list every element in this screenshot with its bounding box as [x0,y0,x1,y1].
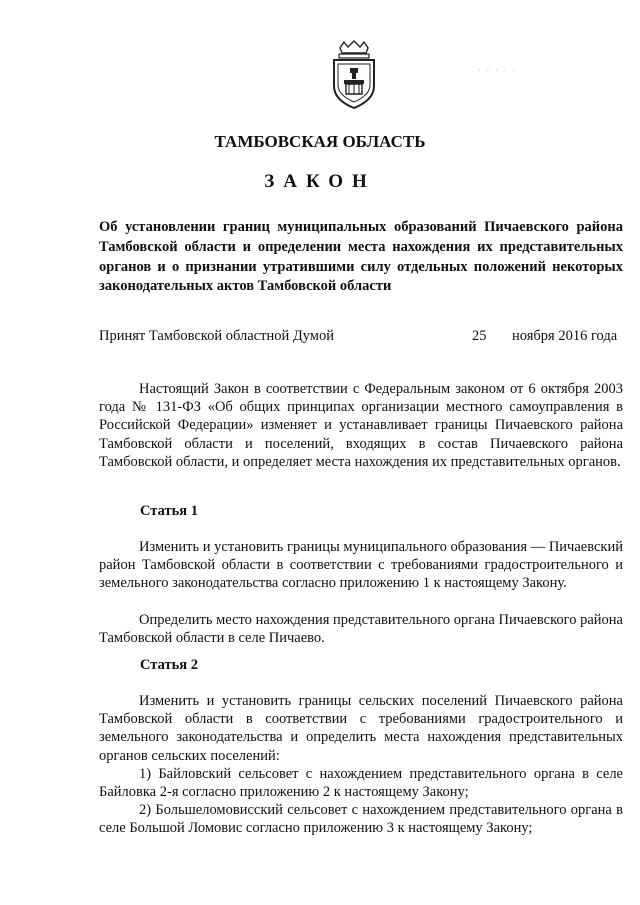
faint-stamp-marks: · · · · · [478,66,518,75]
article-1-paragraph-2: Определить место нахождения представительного органа Пичаевского района Тамбовской области в селе Пичаево. [99,612,623,647]
article-2-item-1: 1) Байловский сельсовет с нахождением представительного органа в селе Байловка 2-я согласно приложению 2 к настоящему Закону; [99,766,623,801]
adoption-day: 25 [472,328,487,344]
article-2-item-2: 2) Большеломовисский сельсовет с нахождением представительного органа в селе Большой Ломовис согласно приложению 3 к настоящему Закону; [99,802,623,837]
preamble-paragraph: Настоящий Закон в соответствии с Федеральным законом от 6 октября 2003 года № 131-ФЗ «Об общих принципах организации местного самоуправления в Российской Федерации» изменяет и устанавливает границы Пичаевского района Тамбовской области и поселений, входящих в состав Пичаевского района Тамбовской области, и определяет места нахождения их представительных органов. [99,381,623,470]
article-2-title: Статья 2 [140,657,198,673]
article-1-paragraph-1: Изменить и установить границы муниципального образования — Пичаевский район Тамбовской области в соответствии с требованиями градостроительного и земельного законодательства согласно приложению 1 к настоящему Закону. [99,539,623,592]
region-name: ТАМБОВСКАЯ ОБЛАСТЬ [214,132,426,151]
adopting-body: Принят Тамбовской областной Думой [99,328,334,344]
article-2-intro: Изменить и установить границы сельских поселений Пичаевского района Тамбовской области в соответствии с требованиями градостроительного и земельного законодательства и определить места нахождения представительных органов сельских поселений: [99,693,623,764]
law-title: ЗАКОН [264,171,376,192]
adoption-month-year: ноября 2016 года [512,328,618,344]
law-heading: Об установлении границ муниципальных образований Пичаевского района Тамбовской области и определении места нахождения их представительных органов и о признании утратившими силу отдельных положений некоторых законодательных актов Тамбовской области [99,219,623,295]
article-1-title: Статья 1 [140,503,198,519]
tambov-coat-of-arms-icon [326,40,382,110]
